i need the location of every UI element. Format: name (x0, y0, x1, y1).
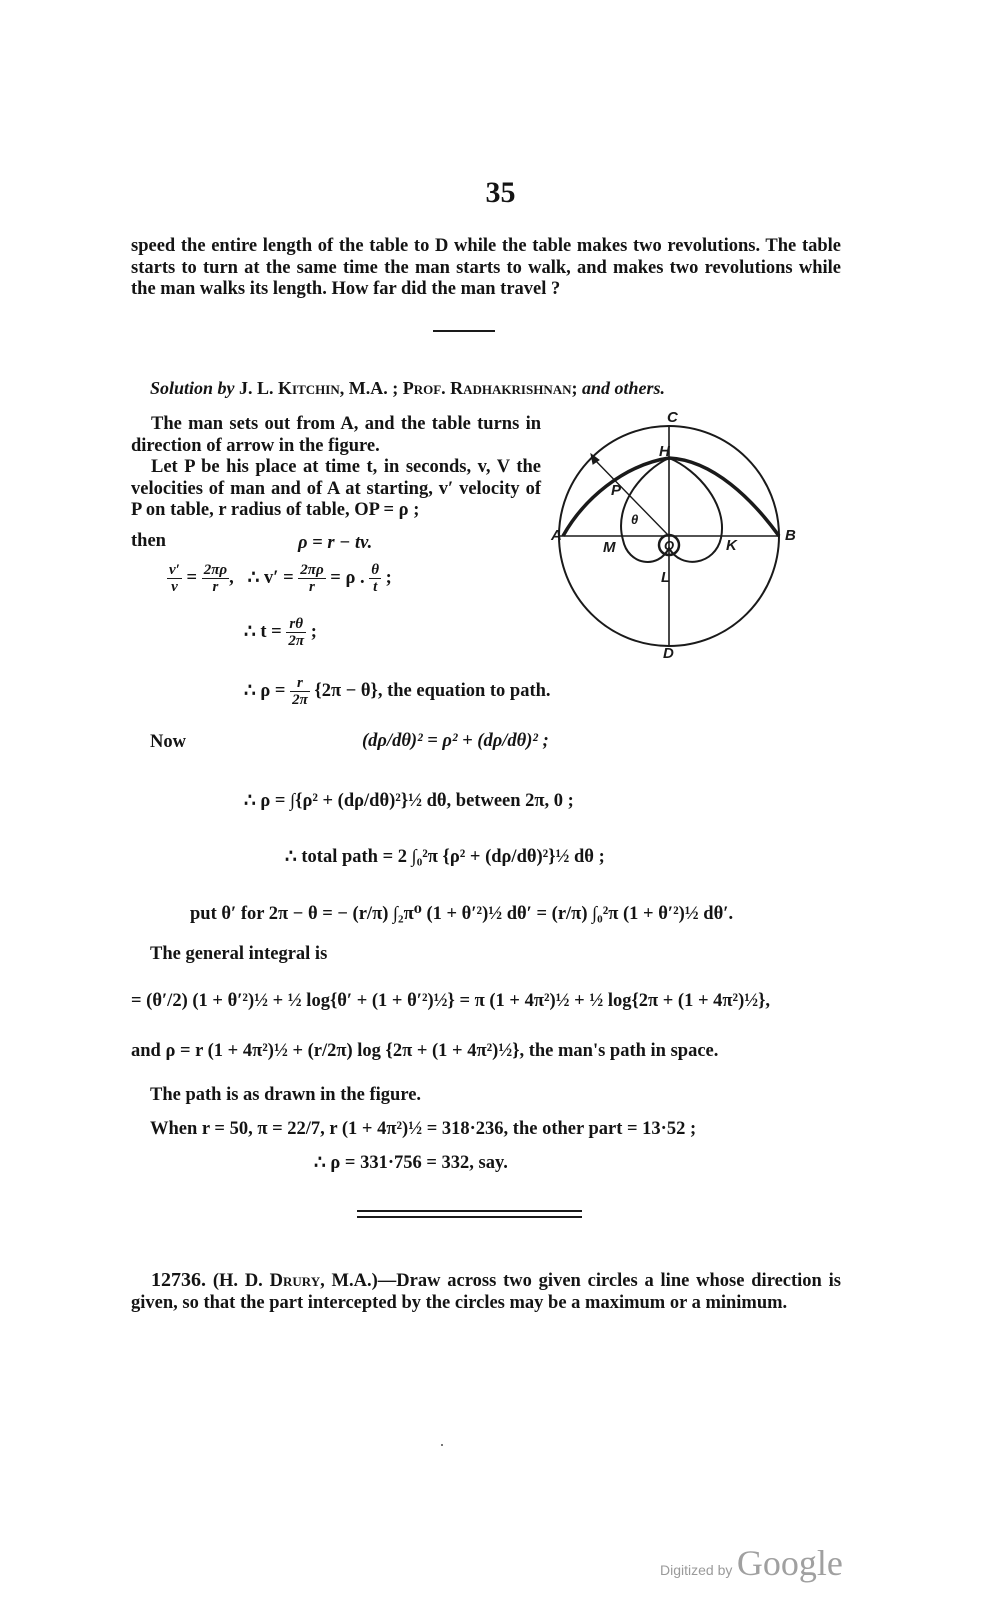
page-number: 35 (485, 176, 516, 209)
equation-path (244, 675, 551, 708)
equation-text: ∴ t = (244, 621, 282, 642)
path-drawn-text: The path is as drawn in the figure. (150, 1085, 422, 1105)
watermark-logo: Google (736, 1543, 843, 1583)
intro-paragraph-2: Let P be his place at time t, in seconds, v, V the velocities of man and of A at starting, v′ velocity of P on table, r radius of table, OP = ρ ; (131, 457, 541, 520)
solution-author-1: J. L. Kitchin, M.A. (239, 378, 388, 398)
label-k: K (726, 537, 737, 554)
solution-separator: ; (392, 378, 399, 398)
double-rule-top (357, 1210, 582, 1212)
solution-intro (131, 414, 541, 522)
frac-den: r (309, 579, 315, 595)
label-h: H (659, 443, 670, 460)
stray-dot (441, 1444, 443, 1446)
equation-velocity: $\frac{v'}{v}$ = $\frac{2\pi\rho}{r}$ , ∴ v′ = $\frac{2\pi\rho}{r}$ = ρ . $\frac{\theta}{t}$ ; (169, 562, 392, 595)
solution-header: Solution by J. L. Kitchin, M.A. ; Prof. Radhakrishnan; and others. (150, 378, 666, 398)
general-integral-text: The general integral is (150, 944, 328, 964)
frac-den: r (212, 579, 219, 595)
equation-man-path: and ρ = r (1 + 4π²)½ + (r/2π) log {2π + (1 + 4π²)½}, the man's path in space. (131, 1041, 719, 1061)
google-watermark (660, 1542, 843, 1584)
equation-result: ∴ ρ = 331·756 = 332, say. (314, 1153, 508, 1173)
label-p: P (611, 482, 622, 499)
frac-num: 2πρ (300, 562, 324, 578)
equation-integral: ∴ ρ = ∫{ρ² + (dρ/dθ)²}½ dθ, between 2π, 0 ; (244, 791, 574, 811)
now-word: Now (150, 732, 186, 752)
equation-derivative: (dρ/dθ)² = ρ² + (dρ/dθ)² ; (362, 731, 549, 751)
label-a: A (551, 527, 562, 544)
frac-num: rθ (286, 616, 306, 633)
equation-rho: ρ = r − tv. (298, 533, 373, 553)
label-m: M (603, 539, 616, 556)
path-diagram (551, 409, 803, 662)
equation-general-integral: = (θ′/2) (1 + θ′²)½ + ½ log{θ′ + (1 + θ′²)½} = π (1 + 4π²)½ + ½ log{2π + (1 + 4π²)½}, (131, 991, 771, 1011)
problem-author: (H. D. Drury, M.A.) (212, 1271, 378, 1291)
problem-statement: speed the entire length of the table to D while the table makes two revolutions. The table starts to turn at the same time the man starts to walk, and makes two revolutions while the man walks its length. How far did the man travel ? (131, 236, 841, 300)
next-problem (131, 1270, 841, 1314)
equation-text: ∴ ρ = (244, 680, 286, 701)
equation-text: = ρ . (330, 567, 365, 588)
frac-den: 2π (288, 633, 305, 649)
equation-time: ∴ t = $\frac{r\theta}{2\pi}$ ; (244, 616, 317, 649)
label-l: L (661, 569, 671, 586)
frac-den: v (171, 579, 178, 595)
man-path-curve (563, 458, 779, 536)
label-c: C (667, 409, 678, 426)
label-o: O (664, 538, 675, 553)
short-rule (433, 330, 495, 332)
intro-paragraph-1: The man sets out from A, and the table turns in direction of arrow in the figure. (131, 414, 541, 456)
frac-num: r (290, 675, 310, 692)
equation-text: {2π − θ}, the equation to path. (314, 680, 551, 701)
frac-den: t (373, 579, 378, 595)
frac-num: v′ (169, 562, 180, 578)
solution-prefix: Solution by (150, 378, 235, 398)
equation-numeric: When r = 50, π = 22/7, r (1 + 4π²)½ = 318·236, the other part = 13·52 ; (150, 1119, 697, 1139)
equation-substitution: put θ′ for 2π − θ = − (r/π) ∫₂π⁰ (1 + θ′²)½ dθ′ = (r/π) ∫₀²π (1 + θ′²)½ dθ′. (190, 904, 734, 924)
frac-num: 2πρ (203, 562, 228, 578)
frac-den: 2π (292, 692, 308, 708)
watermark-small: Digitized by (660, 1562, 733, 1578)
label-theta: θ (631, 512, 639, 527)
problem-text: —Draw across two given circles a line whose direction is given, so that the part intercepted by the circles may be a maximum or a minimum. (131, 1271, 841, 1313)
solution-suffix: and others. (582, 378, 666, 398)
equation-total-path: ∴ total path = 2 ∫₀²π {ρ² + (dρ/dθ)²}½ dθ ; (285, 847, 605, 867)
problem-number: 12736. (151, 1269, 206, 1291)
equation-text: ∴ v′ = (247, 567, 294, 588)
label-d: D (663, 645, 674, 662)
double-rule-bottom (357, 1216, 582, 1218)
solution-author-2: Prof. Radhakrishnan (402, 378, 572, 398)
label-b: B (785, 527, 796, 544)
then-word: then (131, 531, 166, 551)
frac-num: θ (371, 562, 380, 578)
